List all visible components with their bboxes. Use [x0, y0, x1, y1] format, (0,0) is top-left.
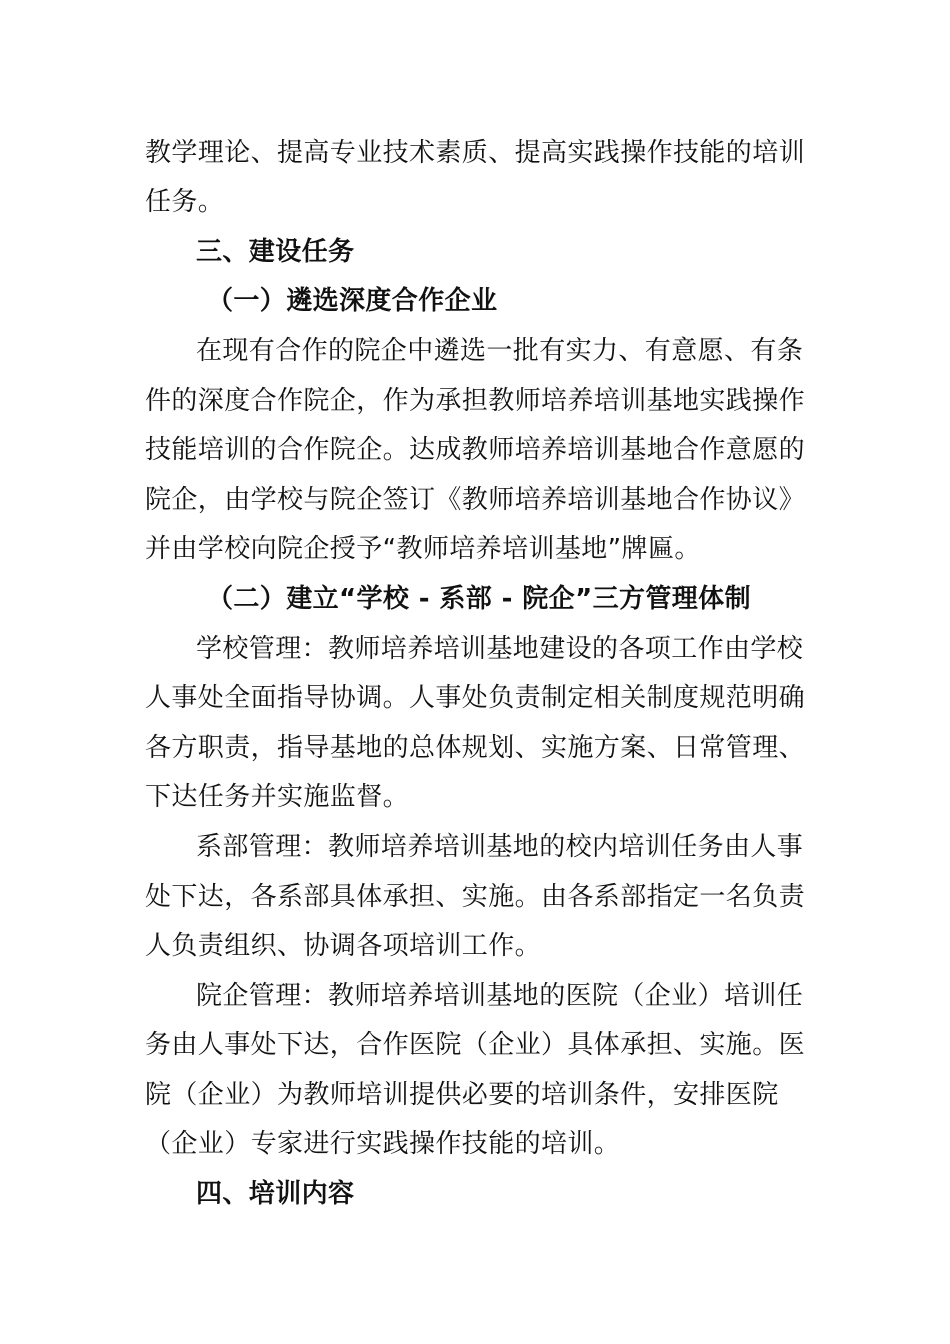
paragraph-line: 在现有合作的院企中遴选一批有实力、有意愿、有条: [196, 336, 804, 366]
paragraph-line: 教学理论、提高专业技术素质、提高实践操作技能的培训: [145, 138, 806, 168]
paragraph-line: 技能培训的合作院企。达成教师培养培训基地合作意愿的: [145, 435, 806, 465]
section-heading-4: 四、培训内容: [196, 1179, 355, 1209]
paragraph-line: 院企，由学校与院企签订《教师培养培训基地合作协议》: [145, 485, 806, 515]
paragraph-line: 各方职责，指导基地的总体规划、实施方案、日常管理、: [145, 733, 806, 763]
paragraph-line: 并由学校向院企授予“教师培养培训基地”牌匾。: [145, 534, 701, 564]
paragraph-line: 人负责组织、协调各项培训工作。: [145, 931, 542, 961]
paragraph-line: 务由人事处下达，合作医院（企业）具体承担、实施。医: [145, 1030, 806, 1060]
subsection-heading-2: （二）建立“学校 - 系部 - 院企”三方管理体制: [207, 584, 751, 614]
paragraph-line: 人事处全面指导协调。人事处负责制定相关制度规范明确: [145, 683, 806, 713]
paragraph-line: 院企管理：教师培养培训基地的医院（企业）培训任: [196, 981, 804, 1011]
paragraph-line: 件的深度合作院企，作为承担教师培养培训基地实践操作: [145, 386, 806, 416]
section-heading-3: 三、建设任务: [196, 237, 355, 267]
paragraph-line: （企业）专家进行实践操作技能的培训。: [145, 1129, 621, 1159]
paragraph-line: 任务。: [145, 187, 225, 217]
subsection-heading-1: （一）遴选深度合作企业: [207, 286, 498, 316]
paragraph-line: 处下达，各系部具体承担、实施。由各系部指定一名负责: [145, 882, 806, 912]
paragraph-line: 下达任务并实施监督。: [145, 782, 410, 812]
paragraph-line: 学校管理：教师培养培训基地建设的各项工作由学校: [196, 634, 804, 664]
paragraph-line: 院（企业）为教师培训提供必要的培训条件，安排医院: [145, 1080, 779, 1110]
paragraph-line: 系部管理：教师培养培训基地的校内培训任务由人事: [196, 832, 804, 862]
